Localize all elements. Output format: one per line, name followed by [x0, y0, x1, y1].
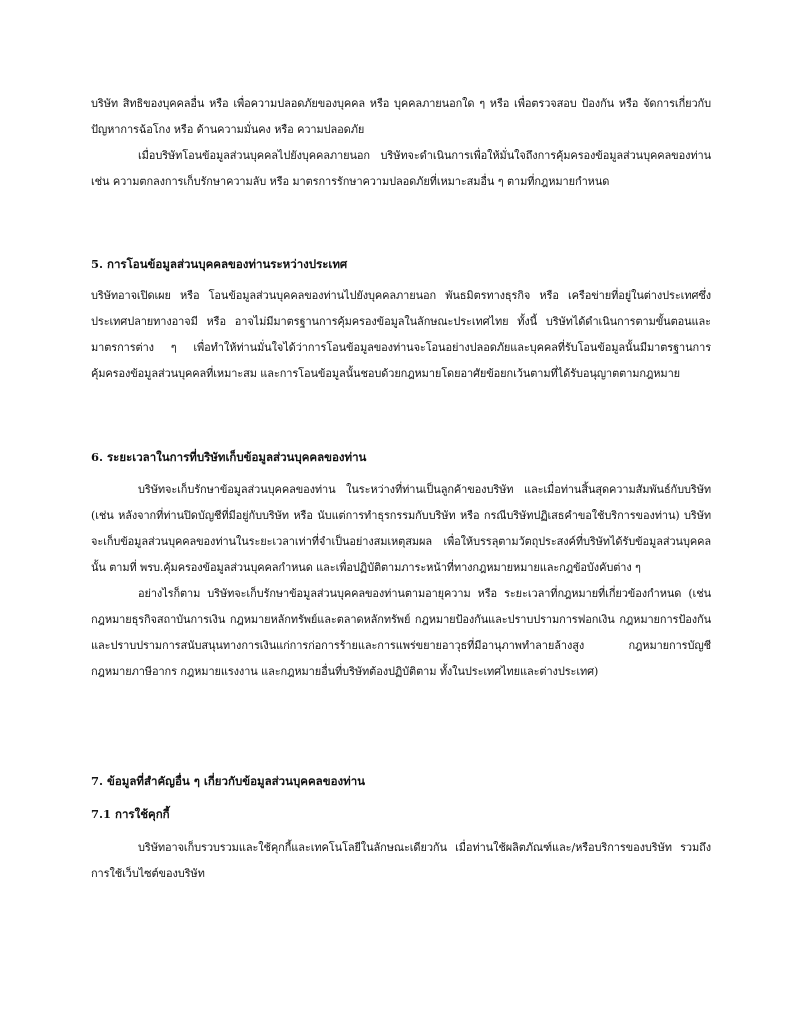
heading-section-7-1: 7.1 การใช้คุกกี้ — [91, 807, 170, 821]
heading-section-7: 7. ข้อมูลที่สำคัญอื่น ๆ เกี่ยวกับข้อมูลส่วนบุคคลของท่าน — [91, 774, 366, 788]
paragraph-cookies: บริษัทอาจเก็บรวบรวมและใช้คุกกี้และเทคโนโลยีในลักษณะเดียวกัน เมื่อท่านใช้ผลิตภัณฑ์และ/หรือบริการของบริษัท รวมถึงการใช้เว็บไซต์ของบริษัท — [91, 841, 711, 880]
paragraph-retention-legal: อย่างไรก็ตาม บริษัทจะเก็บรักษาข้อมูลส่วนบุคคลของท่านตามอายุความ หรือ ระยะเวลาที่กฎหมายที่เกี่ยวข้องกำหนด (เช่น กฎหมายธุรกิจสถาบันการเงิน กฎหมายหลักทรัพย์และตลาดหลักทรัพย์ กฎหมายป้องกันและปราบปรามการฟอกเงิน กฎหมายการป้องกันและปราบปรามการสนับสนุนทางการเงินแก่การก่อการร้ายและการแพร่ขยายอาวุธที่มีอานุภาพทำลายล้างสูง กฎหมายการบัญชี กฎหมายภาษีอากร กฎหมายแรงงาน และกฎหมายอื่นที่บริษัทต้องปฏิบัติตาม ทั้งในประเทศไทยและต่างประเทศ) — [91, 587, 711, 678]
heading-section-6: 6. ระยะเวลาในการที่บริษัทเก็บข้อมูลส่วนบุคคลของท่าน — [91, 450, 367, 464]
paragraph-international-transfer: บริษัทอาจเปิดเผย หรือ โอนข้อมูลส่วนบุคคลของท่านไปยังบุคคลภายนอก พันธมิตรทางธุรกิจ หรือ เครือข่ายที่อยู่ในต่างประเทศซึ่งประเทศปลายทางอาจมี หรือ อาจไม่มีมาตรฐานการคุ้มครองข้อมูลในลักษณะประเทศไทย ทั้งนี้ บริษัทได้ดำเนินการตามขั้นตอนและมาตรการต่าง ๆ เพื่อทำให้ท่านมั่นใจได้ว่าการโอนข้อมูลของท่านจะโอนอย่างปลอดภัยและบุคคลที่รับโอนข้อมูลนั้นมีมาตรฐานการคุ้มครองข้อมูลส่วนบุคคลที่เหมาะสม และการโอนข้อมูลนั้นชอบด้วยกฎหมายโดยอาศัยข้อยกเว้นตามที่ได้รับอนุญาตตามกฎหมาย — [91, 289, 711, 380]
heading-section-5: 5. การโอนข้อมูลส่วนบุคคลของท่านระหว่างประเทศ — [91, 257, 348, 271]
paragraph-retention-period: บริษัทจะเก็บรักษาข้อมูลส่วนบุคคลของท่าน ในระหว่างที่ท่านเป็นลูกค้าของบริษัท และเมื่อท่านสิ้นสุดความสัมพันธ์กับบริษัท (เช่น หลังจากที่ท่านปิดบัญชีที่มีอยู่กับบริษัท หรือ นับแต่การทำธุรกรรมกับบริษัท หรือ กรณีบริษัทปฏิเสธคำขอใช้บริการของท่าน) บริษัทจะเก็บข้อมูลส่วนบุคคลของท่านในระยะเวลาเท่าที่จำเป็นอย่างสมเหตุสมผล เพื่อให้บรรลุตามวัตถุประสงค์ที่บริษัทได้รับข้อมูลส่วนบุคคลนั้น ตามที่ พรบ.คุ้มครองข้อมูลส่วนบุคคลกำหนด และเพื่อปฏิบัติตามภาระหน้าที่ทางกฎหมายหมายและกฎข้อบังคับต่าง ๆ — [91, 483, 711, 574]
paragraph-third-party-disclosure-cont: บริษัท สิทธิของบุคคลอื่น หรือ เพื่อความปลอดภัยของบุคคล หรือ บุคคลภายนอกใด ๆ หรือ เพื่อตรวจสอบ ป้องกัน หรือ จัดการเกี่ยวกับปัญหาการฉ้อโกง หรือ ด้านความมั่นคง หรือ ความปลอดภัย — [91, 97, 711, 136]
paragraph-transfer-safeguards: เมื่อบริษัทโอนข้อมูลส่วนบุคคลไปยังบุคคลภายนอก บริษัทจะดำเนินการเพื่อให้มั่นใจถึงการคุ้มครองข้อมูลส่วนบุคคลของท่าน เช่น ความตกลงการเก็บรักษาความลับ หรือ มาตรการรักษาความปลอดภัยที่เหมาะสมอื่น ๆ ตามที่กฎหมายกำหนด — [91, 149, 711, 188]
